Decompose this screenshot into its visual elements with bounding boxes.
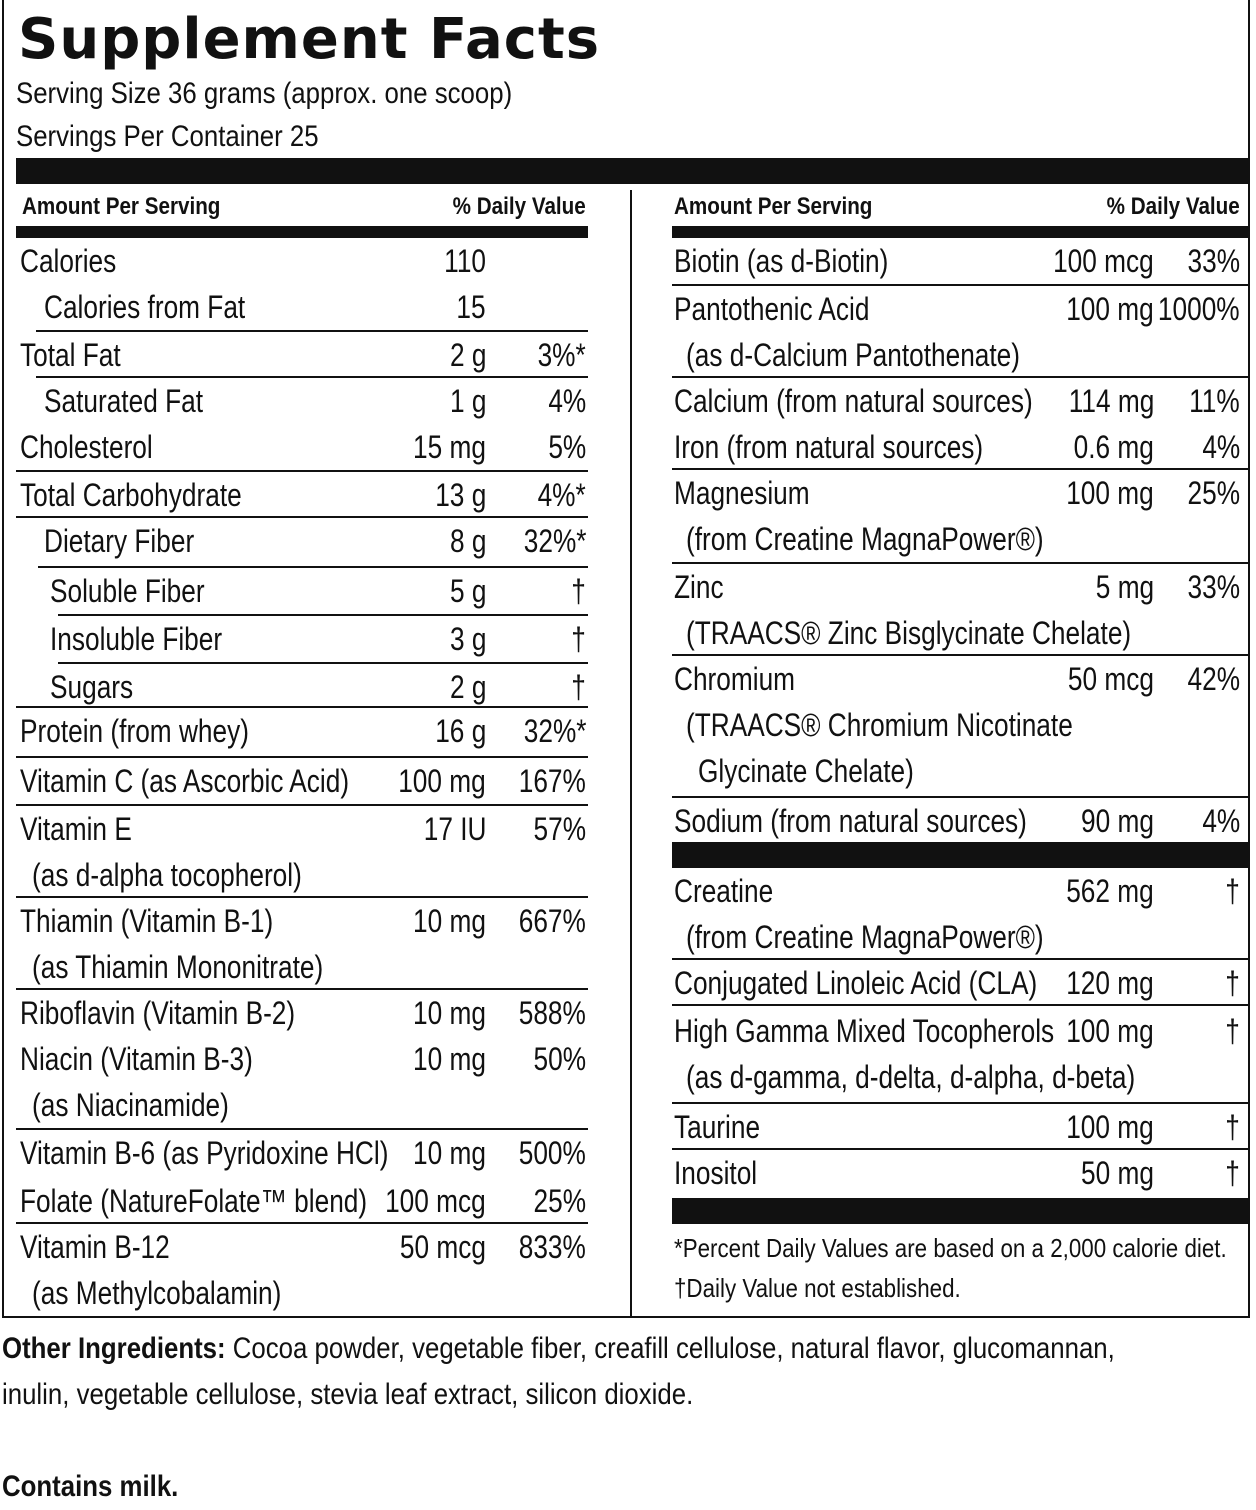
servings-per-container: Servings Per Container 25	[16, 120, 319, 153]
nutrient-name: Total Carbohydrate	[20, 477, 242, 513]
nutrient-name: Saturated Fat	[44, 383, 203, 419]
nutrient-amount: 8 g	[449, 523, 486, 559]
nutrient-amount: 5 mg	[1095, 569, 1154, 605]
nutrient-name: Sodium (from natural sources)	[674, 803, 1027, 839]
left-nutrient-row	[16, 378, 588, 424]
left-nutrient-row	[16, 424, 588, 472]
nutrient-name: Magnesium	[674, 475, 810, 511]
nutrient-name: Biotin (as d-Biotin)	[674, 243, 889, 279]
footnote-percent-dv: *Percent Daily Values are based on a 2,000 calorie diet.	[674, 1233, 1227, 1263]
nutrient-amount: 90 mg	[1081, 803, 1154, 839]
nutrient-name: Calcium (from natural sources)	[674, 383, 1033, 419]
left-nutrient-row	[16, 990, 588, 1036]
nutrient-name: Zinc	[674, 569, 724, 605]
nutrient-name: Dietary Fiber	[44, 523, 195, 559]
nutrient-name: Folate (NatureFolate™ blend)	[20, 1183, 368, 1219]
nutrient-amount: 562 mg	[1066, 873, 1154, 909]
nutrient-daily-value: †	[1225, 873, 1240, 909]
right-nutrient-row	[672, 960, 1250, 1006]
nutrient-source-note: (as Niacinamide)	[32, 1087, 229, 1123]
nutrient-daily-value: 667%	[518, 903, 586, 939]
left-nutrient-row	[50, 568, 588, 616]
nutrient-amount: 13 g	[434, 477, 486, 513]
right-header-rule	[672, 226, 1250, 238]
nutrient-source-note: (as Thiamin Mononitrate)	[32, 949, 324, 985]
other-ingredients-line2: inulin, vegetable cellulose, stevia leaf extract, silicon dioxide.	[2, 1378, 694, 1411]
nutrient-name: Iron (from natural sources)	[674, 429, 984, 465]
nutrient-amount: 15 mg	[413, 429, 486, 465]
other-ingredients-line1: Cocoa powder, vegetable fiber, creafill cellulose, natural flavor, glucomannan,	[225, 1332, 1115, 1365]
nutrient-daily-value: 4%*	[537, 477, 586, 513]
right-nutrient-row	[672, 564, 1250, 656]
nutrient-amount: 100 mcg	[1053, 243, 1154, 279]
other-ingredients-label: Other Ingredients:	[2, 1332, 226, 1365]
right-nutrient-row	[672, 798, 1250, 842]
right-nutrient-row	[672, 868, 1250, 960]
left-nutrient-row	[36, 284, 588, 332]
nutrient-name: High Gamma Mixed Tocopherols	[674, 1013, 1055, 1049]
nutrient-source-note: (from Creatine MagnaPower®)	[686, 521, 1044, 557]
left-nutrient-row	[16, 758, 588, 806]
nutrient-daily-value: 11%	[1189, 383, 1240, 419]
nutrient-daily-value: 4%	[548, 383, 586, 419]
nutrient-amount: 15	[456, 289, 486, 325]
left-column-header	[16, 190, 588, 224]
nutrient-name: Cholesterol	[20, 429, 153, 465]
nutrient-daily-value: 25%	[1187, 475, 1240, 511]
nutrient-name: Conjugated Linoleic Acid (CLA)	[674, 965, 1038, 1001]
right-nutrient-row	[672, 1150, 1250, 1198]
nutrient-source-note: Glycinate Chelate)	[698, 753, 914, 789]
nutrient-amount: 100 mg	[398, 763, 486, 799]
nutrient-source-note: (TRAACS® Zinc Bisglycinate Chelate)	[686, 615, 1132, 651]
nutrient-daily-value: †	[1225, 1155, 1240, 1191]
right-nutrient-row	[672, 378, 1250, 424]
nutrient-name: Chromium	[674, 661, 796, 697]
nutrient-amount: 50 mcg	[1067, 661, 1154, 697]
panel-title: Supplement Facts	[18, 7, 601, 72]
nutrient-name: Soluble Fiber	[50, 573, 205, 609]
left-dv-header: % Daily Value	[452, 193, 586, 220]
left-nutrient-row	[16, 898, 588, 990]
left-amount-header: Amount Per Serving	[22, 193, 221, 220]
nutrient-daily-value: †	[571, 669, 586, 705]
top-thick-rule	[16, 158, 1250, 184]
nutrient-daily-value: 57%	[533, 811, 586, 847]
left-nutrient-row	[16, 806, 588, 898]
nutrient-amount: 120 mg	[1066, 965, 1154, 1001]
nutrient-amount: 3 g	[449, 621, 486, 657]
allergen-statement: Contains milk.	[2, 1470, 179, 1503]
nutrient-daily-value: †	[1225, 1013, 1240, 1049]
nutrient-daily-value: 32%*	[523, 523, 586, 559]
left-nutrient-row	[50, 616, 588, 664]
left-header-rule	[16, 226, 588, 238]
nutrient-name: Vitamin E	[20, 811, 132, 847]
column-divider	[630, 190, 632, 1318]
nutrient-amount: 1 g	[449, 383, 486, 419]
nutrient-daily-value: 42%	[1187, 661, 1240, 697]
nutrient-source-note: (as Methylcobalamin)	[32, 1275, 282, 1311]
nutrient-name: Thiamin (Vitamin B-1)	[20, 903, 274, 939]
right-nutrient-row	[672, 424, 1250, 470]
nutrient-name: Vitamin B-12	[20, 1229, 170, 1265]
right-nutrient-row	[672, 1008, 1250, 1104]
left-nutrient-row	[16, 238, 588, 284]
nutrient-source-note: (from Creatine MagnaPower®)	[686, 919, 1044, 955]
nutrient-daily-value: 588%	[518, 995, 586, 1031]
nutrient-daily-value: 33%	[1187, 243, 1240, 279]
nutrient-name: Vitamin B-6 (as Pyridoxine HCl)	[20, 1135, 389, 1171]
right-nutrient-row	[672, 286, 1250, 378]
nutrient-source-note: (TRAACS® Chromium Nicotinate	[686, 707, 1073, 743]
nutrient-source-note: (as d-gamma, d-delta, d-alpha, d-beta)	[686, 1059, 1136, 1095]
nutrient-daily-value: 4%	[1202, 429, 1240, 465]
nutrient-source-note: (as d-Calcium Pantothenate)	[686, 337, 1020, 373]
nutrient-source-note: (as d-alpha tocopherol)	[32, 857, 302, 893]
nutrient-amount: 50 mg	[1081, 1155, 1154, 1191]
right-mid-thick-rule	[672, 842, 1250, 868]
nutrient-name: Niacin (Vitamin B-3)	[20, 1041, 253, 1077]
left-nutrient-row	[20, 332, 588, 378]
nutrient-name: Insoluble Fiber	[50, 621, 223, 657]
nutrient-amount: 110	[444, 243, 486, 279]
left-nutrient-row	[16, 1130, 588, 1178]
other-ingredients	[2, 1326, 1115, 1372]
serving-size: Serving Size 36 grams (approx. one scoop)	[16, 77, 513, 110]
right-bottom-thick-rule	[672, 1198, 1250, 1224]
right-nutrient-row	[672, 238, 1250, 286]
nutrient-daily-value: †	[1225, 965, 1240, 1001]
right-amount-header: Amount Per Serving	[674, 193, 873, 220]
nutrient-amount: 0.6 mg	[1073, 429, 1154, 465]
nutrient-amount: 114 mg	[1068, 383, 1154, 419]
left-nutrient-row	[16, 1224, 588, 1318]
nutrient-daily-value: 25%	[533, 1183, 586, 1219]
nutrient-amount: 100 mg	[1066, 291, 1154, 327]
right-column-header	[672, 190, 1240, 224]
nutrient-daily-value: †	[571, 621, 586, 657]
left-nutrient-row	[16, 708, 588, 758]
nutrient-name: Pantothenic Acid	[674, 291, 870, 327]
right-nutrient-row	[672, 656, 1250, 798]
nutrient-amount: 100 mg	[1066, 1109, 1154, 1145]
nutrient-name: Creatine	[674, 873, 774, 909]
nutrient-amount: 10 mg	[413, 903, 486, 939]
nutrient-amount: 17 IU	[423, 811, 486, 847]
nutrient-amount: 5 g	[449, 573, 486, 609]
nutrient-amount: 10 mg	[413, 995, 486, 1031]
nutrient-daily-value: 33%	[1187, 569, 1240, 605]
left-nutrient-row	[16, 1178, 588, 1224]
nutrient-daily-value: 5%	[548, 429, 586, 465]
nutrient-daily-value: †	[1225, 1109, 1240, 1145]
nutrient-name: Sugars	[50, 669, 134, 705]
nutrient-amount: 100 mg	[1066, 1013, 1154, 1049]
nutrient-name: Taurine	[674, 1109, 761, 1145]
left-nutrient-row	[16, 472, 588, 518]
nutrient-daily-value: 167%	[518, 763, 586, 799]
right-nutrient-row	[672, 470, 1250, 564]
nutrient-name: Calories from Fat	[44, 289, 246, 325]
right-dv-header: % Daily Value	[1106, 193, 1240, 220]
nutrient-amount: 10 mg	[413, 1041, 486, 1077]
nutrient-daily-value: 32%*	[523, 713, 586, 749]
left-nutrient-row	[16, 1036, 588, 1130]
nutrient-amount: 100 mg	[1066, 475, 1154, 511]
nutrient-daily-value: 500%	[518, 1135, 586, 1171]
nutrient-daily-value: †	[571, 573, 586, 609]
nutrient-amount: 50 mcg	[399, 1229, 486, 1265]
nutrient-daily-value: 50%	[533, 1041, 586, 1077]
left-nutrient-row	[16, 664, 588, 708]
nutrient-daily-value: 833%	[518, 1229, 586, 1265]
nutrient-name: Riboflavin (Vitamin B-2)	[20, 995, 296, 1031]
nutrient-name: Inositol	[674, 1155, 758, 1191]
nutrient-daily-value: 4%	[1202, 803, 1240, 839]
nutrient-name: Vitamin C (as Ascorbic Acid)	[20, 763, 350, 799]
left-nutrient-row	[38, 518, 588, 568]
nutrient-amount: 10 mg	[413, 1135, 486, 1171]
nutrient-daily-value: 1000%	[1158, 291, 1240, 327]
nutrient-amount: 2 g	[449, 337, 486, 373]
nutrient-name: Total Fat	[20, 337, 121, 373]
nutrient-name: Calories	[20, 243, 117, 279]
nutrient-daily-value: 3%*	[537, 337, 586, 373]
nutrient-amount: 2 g	[449, 669, 486, 705]
right-nutrient-row	[672, 1104, 1250, 1150]
nutrient-amount: 100 mcg	[385, 1183, 486, 1219]
nutrient-amount: 16 g	[434, 713, 486, 749]
nutrient-name: Protein (from whey)	[20, 713, 249, 749]
footnote-dv-not-established: †Daily Value not established.	[674, 1273, 961, 1303]
